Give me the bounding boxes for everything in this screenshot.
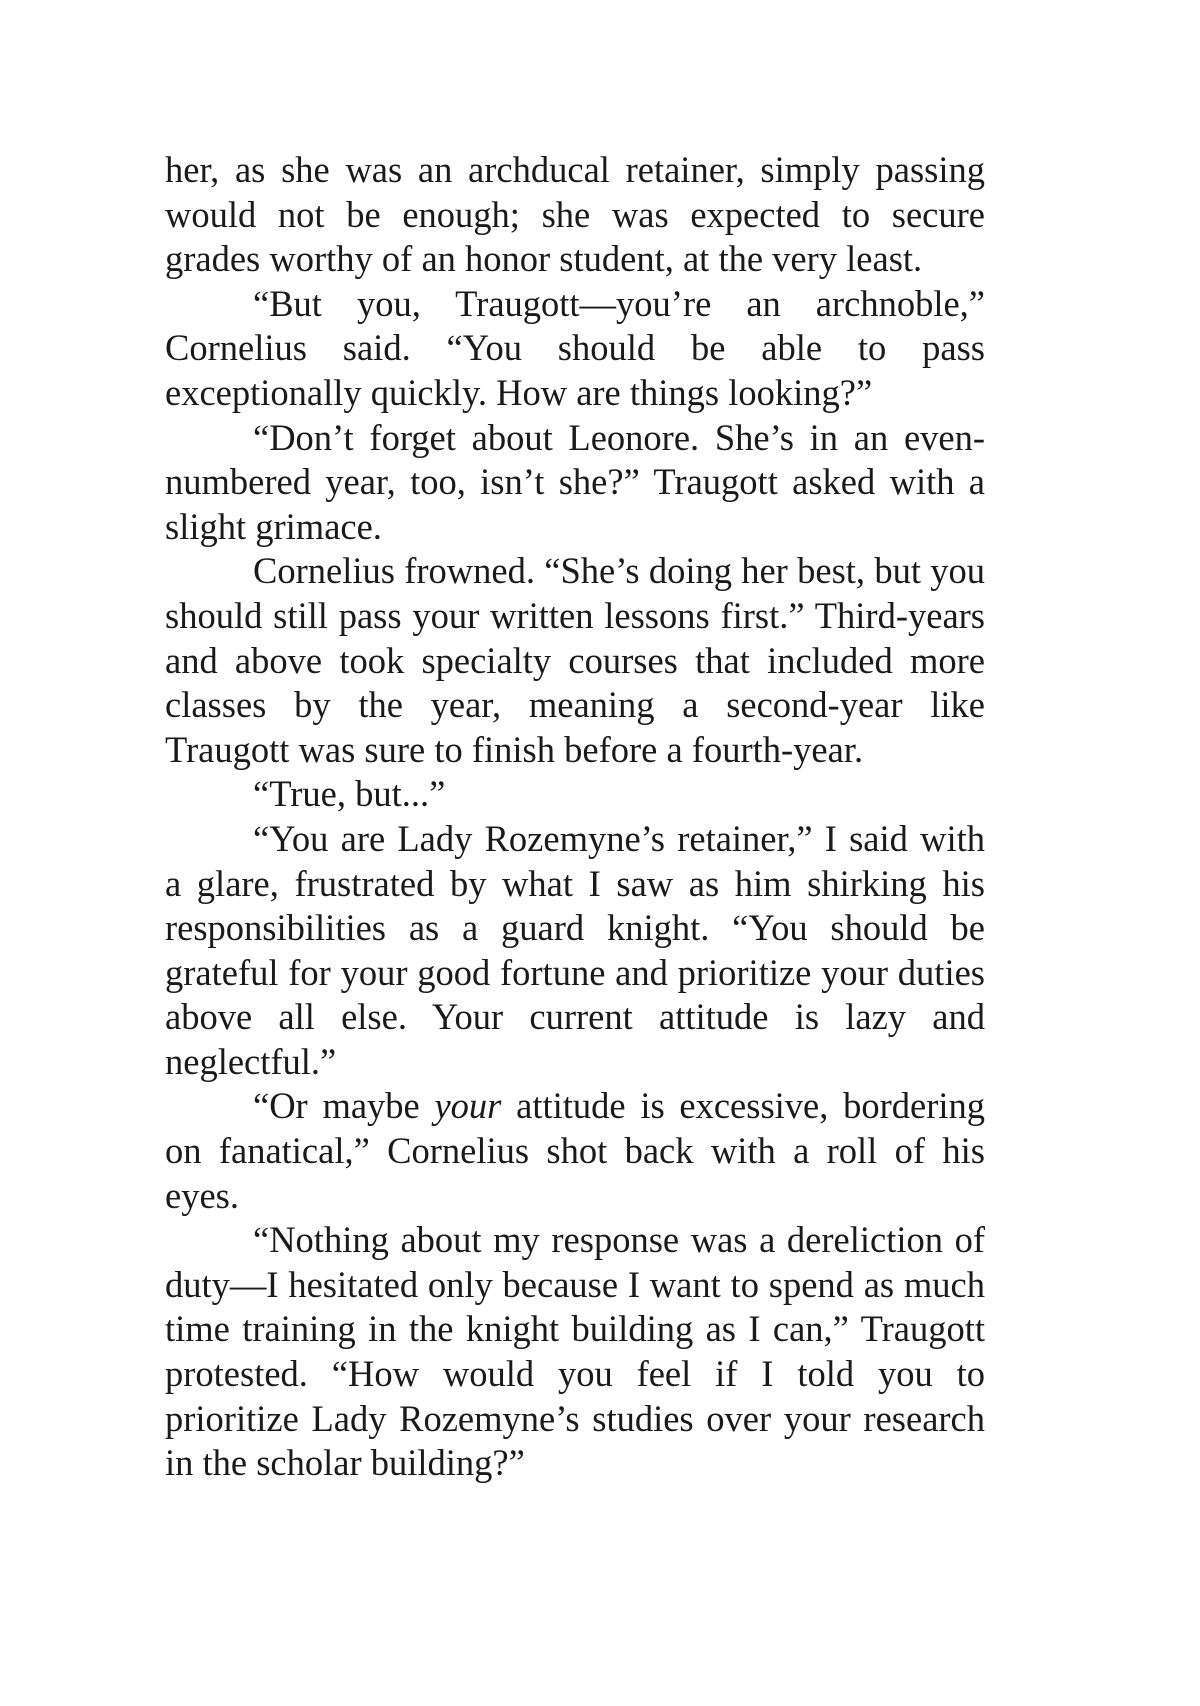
- paragraph-text: “Or maybe: [253, 1085, 435, 1127]
- paragraph-text: “Don’t forget about Leonore. She’s in an even-numbered year, too, isn’t she?” Traugott asked with a slight grimace.: [165, 416, 985, 547]
- paragraph-text: Cornelius frowned. “She’s doing her best, but you should still pass your written lessons first.” Third-years and above took specialty courses that included more classes by the year, meaning a second-year like Traugott was sure to finish before a fourth-year.: [165, 550, 985, 770]
- paragraph-dialogue: [165, 1084, 985, 1218]
- book-page: [165, 148, 985, 1486]
- paragraph-dialogue: [165, 416, 985, 550]
- paragraph-dialogue: [165, 1218, 985, 1486]
- paragraph-text: her, as she was an archducal retainer, simply passing would not be enough; she was expected to secure grades worthy of an honor student, at the very least.: [165, 149, 985, 280]
- paragraph-dialogue: [165, 282, 985, 416]
- paragraph-text: attitude is excessive, bordering on fanatical,” Cornelius shot back with a roll of his eyes.: [165, 1085, 986, 1216]
- paragraph-narration: [165, 549, 985, 772]
- paragraph-dialogue: [165, 817, 985, 1085]
- paragraph-text: “True, but...”: [253, 773, 446, 815]
- paragraph-continuation: [165, 148, 985, 282]
- paragraph-emphasis: your: [434, 1085, 502, 1127]
- paragraph-text: “You are Lady Rozemyne’s retainer,” I said with a glare, frustrated by what I saw as him shirking his responsibilities as a guard knight. “You should be grateful for your good fortune and prioritize your duties above all else. Your current attitude is lazy and neglectful.”: [165, 817, 985, 1082]
- paragraph-text: “But you, Traugott—you’re an archnoble,” Cornelius said. “You should be able to pass exceptionally quickly. How are things looking?”: [165, 282, 985, 413]
- paragraph-text: “Nothing about my response was a dereliction of duty—I hesitated only because I want to spend as much time training in the knight building as I can,” Traugott protested. “How would you feel if I told you to prioritize Lady Rozemyne’s studies over your research in the scholar building?”: [165, 1219, 985, 1484]
- paragraph-dialogue: [165, 772, 985, 817]
